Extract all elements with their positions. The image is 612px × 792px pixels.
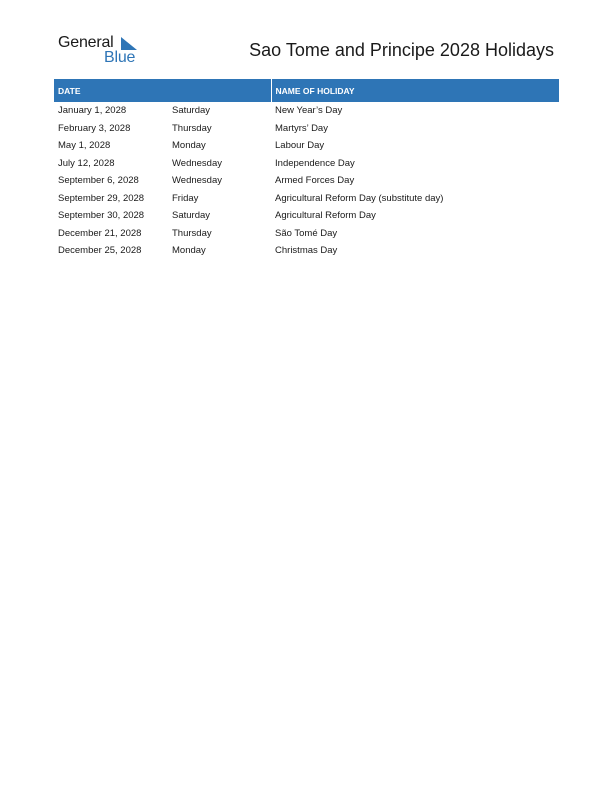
- holiday-weekday: Monday: [172, 245, 206, 257]
- holiday-date: January 1, 2028: [58, 105, 127, 117]
- table-header-row: [54, 79, 559, 102]
- header-date: DATE: [54, 79, 271, 102]
- holiday-name: Martyrs’ Day: [275, 122, 328, 134]
- holiday-name: Independence Day: [275, 157, 355, 169]
- logo-general-text: General: [58, 34, 114, 51]
- table-row: [54, 225, 559, 243]
- holiday-date: December 21, 2028: [58, 227, 142, 239]
- holiday-name: Christmas Day: [275, 245, 338, 257]
- table-row: [54, 242, 559, 260]
- table-row: [54, 137, 559, 155]
- holiday-weekday: Saturday: [172, 105, 211, 117]
- table-row: [54, 155, 559, 173]
- holiday-date: December 25, 2028: [58, 245, 142, 257]
- generalblue-logo: [58, 34, 148, 68]
- holiday-weekday: Thursday: [172, 227, 212, 239]
- table-row: [54, 120, 559, 138]
- holiday-date: September 29, 2028: [58, 192, 145, 204]
- holiday-name: Agricultural Reform Day: [275, 210, 376, 222]
- table-row: [54, 207, 559, 225]
- table-row: [54, 172, 559, 190]
- logo-blue-text: Blue: [104, 49, 136, 66]
- holiday-date: September 6, 2028: [58, 175, 139, 187]
- holiday-date: May 1, 2028: [58, 140, 111, 152]
- holiday-weekday: Friday: [172, 192, 199, 204]
- page-title: Sao Tome and Principe 2028 Holidays: [249, 40, 554, 60]
- holiday-weekday: Monday: [172, 140, 206, 152]
- holiday-date: July 12, 2028: [58, 157, 115, 169]
- holiday-name: Armed Forces Day: [275, 175, 355, 187]
- holiday-weekday: Wednesday: [172, 175, 222, 187]
- holiday-name: Agricultural Reform Day (substitute day): [275, 192, 444, 204]
- holiday-weekday: Thursday: [172, 122, 212, 134]
- holiday-date: February 3, 2028: [58, 122, 131, 134]
- header-holiday-name: NAME OF HOLIDAY: [271, 79, 559, 102]
- table-row: [54, 102, 559, 120]
- holiday-table: [54, 79, 559, 260]
- holiday-name: New Year’s Day: [275, 105, 343, 117]
- table-row: [54, 190, 559, 208]
- holiday-weekday: Wednesday: [172, 157, 222, 169]
- holiday-date: September 30, 2028: [58, 210, 145, 222]
- holiday-name: São Tomé Day: [275, 227, 338, 239]
- holiday-weekday: Saturday: [172, 210, 211, 222]
- holiday-name: Labour Day: [275, 140, 325, 152]
